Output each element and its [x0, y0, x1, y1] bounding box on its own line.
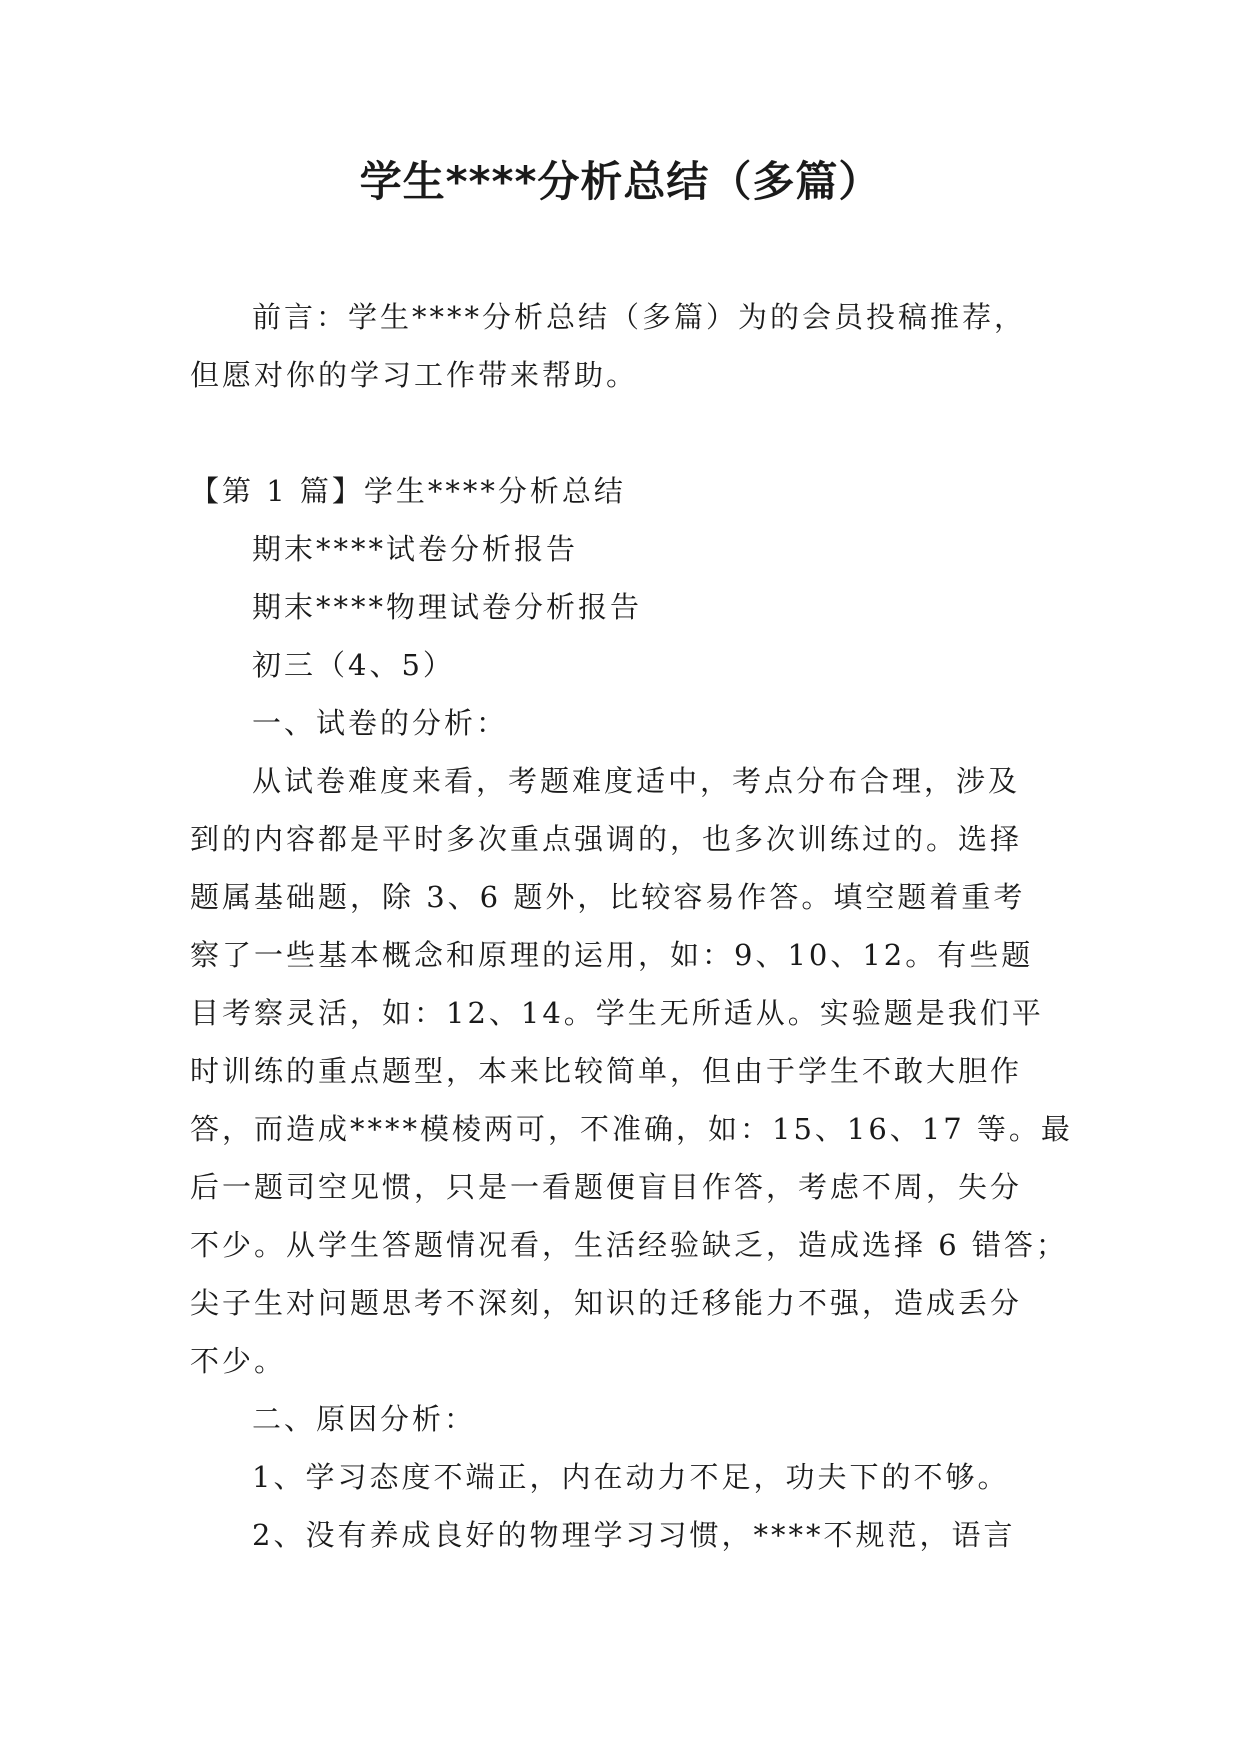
body-line: 察了一些基本概念和原理的运用，如：9、10、12。有些题: [190, 938, 1034, 972]
body-line: 二、原因分析：: [252, 1402, 477, 1436]
body-line: 到的内容都是平时多次重点强调的，也多次训练过的。选择: [190, 822, 1023, 856]
document-body: [190, 462, 1073, 1564]
body-line: 期末****物理试卷分析报告: [252, 590, 643, 624]
body-line: 不少。: [190, 1344, 287, 1378]
body-line: 2、没有养成良好的物理学习习惯，****不规范，语言: [252, 1518, 1016, 1552]
body-line: 1、学习态度不端正，内在动力不足，功夫下的不够。: [252, 1460, 1010, 1494]
body-line: 时训练的重点题型，本来比较简单，但由于学生不敢大胆作: [190, 1054, 1023, 1088]
preface-line: 但愿对你的学习工作带来帮助。: [190, 358, 639, 392]
body-line: 初三（4、5）: [252, 648, 455, 682]
body-line: 从试卷难度来看，考题难度适中，考点分布合理，涉及: [252, 764, 1021, 798]
document-title: 学生****分析总结（多篇）: [359, 157, 882, 206]
body-line: 一、试卷的分析：: [252, 706, 509, 740]
body-line: 题属基础题，除 3、6 题外，比较容易作答。填空题着重考: [190, 880, 1026, 914]
body-line: 不少。从学生答题情况看，生活经验缺乏，造成选择 6 错答；: [190, 1228, 1068, 1262]
preface-paragraph: [190, 288, 1050, 404]
section-heading: 【第 1 篇】学生****分析总结: [190, 474, 626, 508]
preface-line: 前言：学生****分析总结（多篇）为的会员投稿推荐，: [252, 300, 1027, 334]
body-line: 答，而造成****模棱两可，不准确，如：15、16、17 等。最: [190, 1112, 1073, 1146]
body-line: 后一题司空见惯，只是一看题便盲目作答，考虑不周，失分: [190, 1170, 1023, 1204]
body-line: 目考察灵活，如：12、14。学生无所适从。实验题是我们平: [190, 996, 1044, 1030]
body-line: 尖子生对问题思考不深刻，知识的迁移能力不强，造成丢分: [190, 1286, 1023, 1320]
body-line: 期末****试卷分析报告: [252, 532, 579, 566]
